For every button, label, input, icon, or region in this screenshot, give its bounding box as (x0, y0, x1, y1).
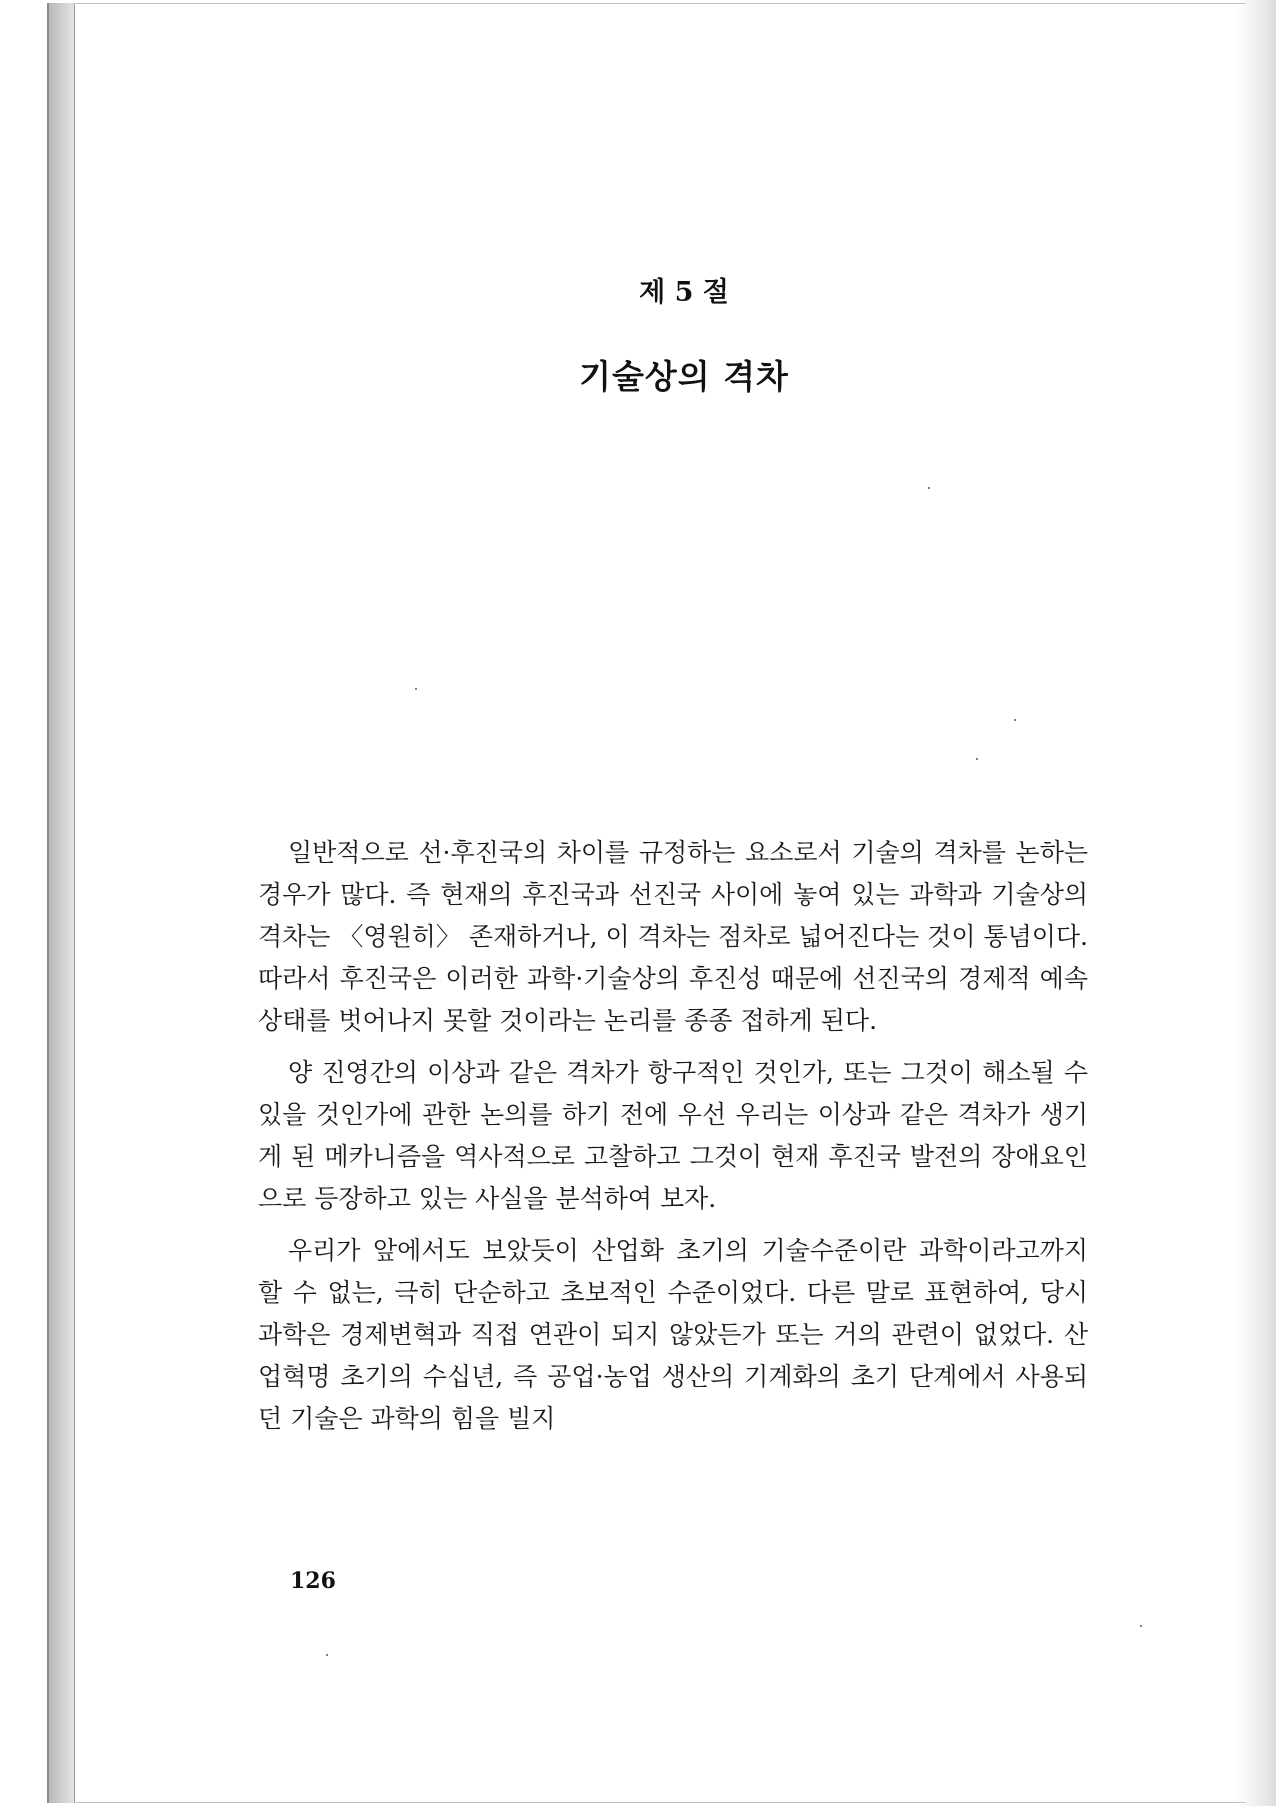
scan-speck (1140, 1625, 1142, 1627)
body-text (258, 832, 1088, 1440)
paragraph-2: 양 진영간의 이상과 같은 격차가 항구적인 것인가, 또는 그것이 해소될 수 있을 것인가에 관한 논의를 하기 전에 우선 우리는 이상과 같은 격차가 생기게 된 메카니즘을 역사적으로 고찰하고 그것이 현재 후진국 발전의 장애요인으로 등장하고 있는 사실을 분석하여 보자. (258, 1058, 1088, 1213)
scan-speck (976, 758, 978, 760)
book-spine-edge (47, 3, 75, 1803)
section-number: 제 5 절 (639, 277, 729, 308)
page-edge-shadow (1236, 0, 1276, 1806)
scan-speck (928, 487, 930, 489)
paragraph-1: 일반적으로 선·후진국의 차이를 규정하는 요소로서 기술의 격차를 논하는 경우가 많다. 즉 현재의 후진국과 선진국 사이에 놓여 있는 과학과 기술상의 격차는 〈영원히〉 존재하거나, 이 격차는 점차로 넓어진다는 것이 통념이다. 따라서 후진국은 이러한 과학·기술상의 후진성 때문에 선진국의 경제적 예속상태를 벗어나지 못할 것이라는 논리를 종종 접하게 된다. (258, 838, 1088, 1035)
section-title: 기술상의 격차 (579, 357, 789, 396)
scan-speck (415, 688, 417, 690)
section-heading-block (190, 270, 1090, 398)
paragraph-3: 우리가 앞에서도 보았듯이 산업화 초기의 기술수준이란 과학이라고까지 할 수 없는, 극히 단순하고 초보적인 수준이었다. 다른 말로 표현하여, 당시 과학은 경제변혁과 직접 연관이 되지 않았든가 또는 거의 관련이 없었다. 산업혁명 초기의 수십년, 즉 공업·농업 생산의 기계화의 초기 단계에서 사용되던 기술은 과학의 힘을 빌지 (258, 1236, 1088, 1433)
scan-speck (1014, 719, 1016, 721)
scan-speck (326, 1654, 328, 1656)
page-number: 126 (290, 1568, 336, 1594)
